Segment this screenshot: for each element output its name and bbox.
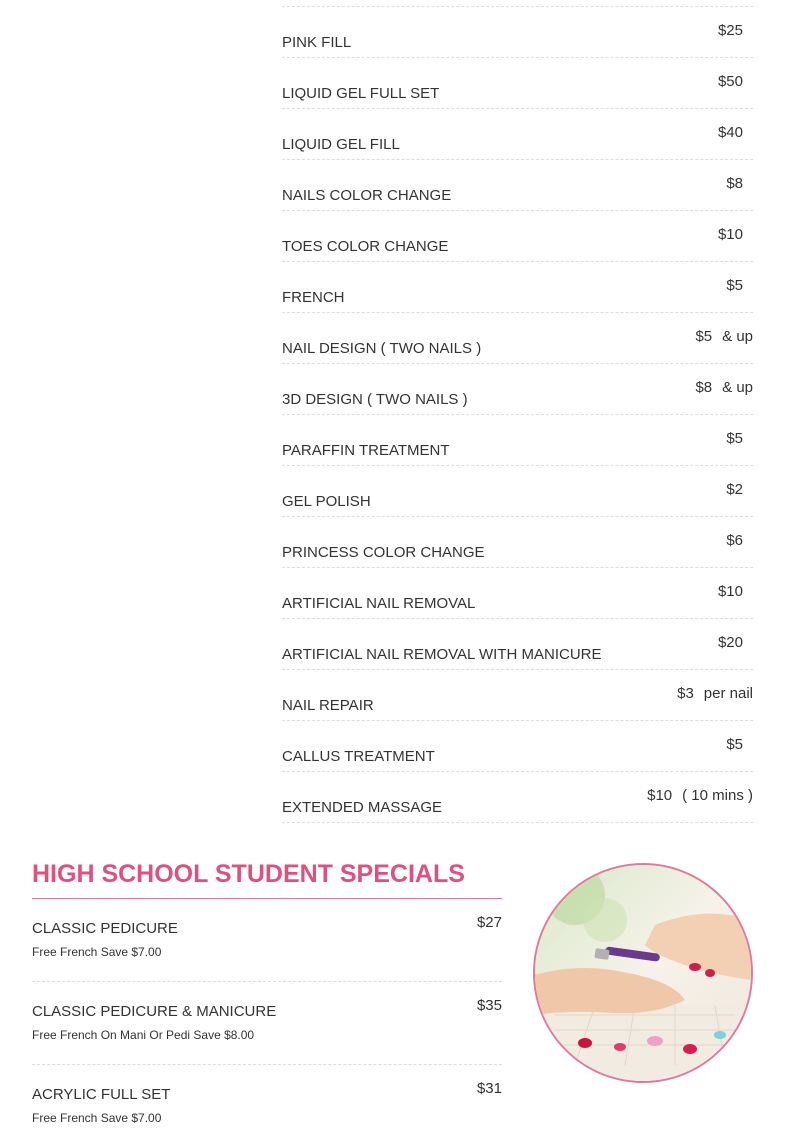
service-name: NAIL REPAIR (282, 697, 374, 714)
service-price-value: $10 (647, 787, 673, 804)
service-name: NAIL DESIGN ( TWO NAILS ) (282, 340, 482, 357)
special-name: CLASSIC PEDICURE & MANICURE (32, 1003, 277, 1020)
service-name: PRINCESS COLOR CHANGE (282, 544, 485, 561)
service-price-suffix: & up (722, 379, 753, 396)
services-price-list (282, 0, 753, 823)
specials-title: HIGH SCHOOL STUDENT SPECIALS (32, 858, 502, 899)
service-price-value: $5 (726, 277, 743, 294)
service-price (718, 583, 753, 600)
special-row (32, 982, 502, 1065)
service-name: PINK FILL (282, 34, 352, 51)
special-note: Free French On Mani Or Pedi Save $8.00 (32, 1028, 255, 1042)
service-price-value: $10 (717, 226, 743, 243)
service-price-value: $40 (717, 124, 743, 141)
service-price-value: $6 (726, 532, 743, 549)
special-price: $35 (476, 997, 502, 1014)
service-price (718, 634, 753, 651)
service-name: NAILS COLOR CHANGE (282, 187, 452, 204)
service-row (282, 58, 753, 109)
service-price-value: $3 (677, 685, 694, 702)
service-row (282, 517, 753, 568)
service-name: 3D DESIGN ( TWO NAILS ) (282, 391, 468, 408)
manicure-illustration (535, 865, 751, 1081)
special-name: ACRYLIC FULL SET (32, 1086, 171, 1103)
service-price (726, 736, 753, 753)
service-name: EXTENDED MASSAGE (282, 799, 443, 816)
service-price-value: $5 (695, 328, 713, 345)
service-row (282, 772, 753, 823)
service-name: LIQUID GEL FILL (282, 136, 400, 153)
special-note: Free French Save $7.00 (32, 1111, 162, 1125)
service-row (282, 364, 753, 415)
service-price (695, 379, 753, 396)
service-price (726, 175, 753, 192)
service-price-suffix: per nail (703, 685, 753, 702)
service-price-value: $50 (717, 73, 743, 90)
special-price: $27 (476, 914, 502, 931)
service-name: PARAFFIN TREATMENT (282, 442, 450, 459)
service-name: GEL POLISH (282, 493, 371, 510)
service-price-suffix: ( 10 mins ) (682, 787, 753, 804)
service-price (726, 430, 753, 447)
specials-list (32, 899, 502, 1147)
service-row (282, 109, 753, 160)
manicure-photo (533, 863, 753, 1083)
service-price (718, 73, 753, 90)
service-price (718, 124, 753, 141)
service-price-value: $8 (695, 379, 713, 396)
service-price (718, 226, 753, 243)
special-note: Free French Save $7.00 (32, 945, 162, 959)
service-name: TOES COLOR CHANGE (282, 238, 449, 255)
services-list (282, 7, 753, 823)
special-name: CLASSIC PEDICURE (32, 920, 178, 937)
special-row (32, 1065, 502, 1147)
service-row (282, 7, 753, 58)
service-name: FRENCH (282, 289, 345, 306)
service-row (282, 415, 753, 466)
service-row (282, 262, 753, 313)
service-price-suffix: & up (722, 328, 753, 345)
service-price-value: $2 (726, 481, 743, 498)
service-price-value: $20 (717, 634, 743, 651)
service-price-value: $25 (717, 22, 743, 39)
service-price-value: $8 (726, 175, 743, 192)
service-name: ARTIFICIAL NAIL REMOVAL WITH MANICURE (282, 646, 602, 663)
special-price: $31 (476, 1080, 502, 1097)
service-price (647, 787, 753, 804)
service-name: ARTIFICIAL NAIL REMOVAL (282, 595, 476, 612)
service-price (726, 481, 753, 498)
service-row (282, 721, 753, 772)
service-row (282, 568, 753, 619)
special-row (32, 899, 502, 982)
service-row (282, 160, 753, 211)
service-row (282, 313, 753, 364)
service-price (677, 685, 753, 702)
service-price (718, 22, 753, 39)
service-name: LIQUID GEL FULL SET (282, 85, 440, 102)
service-price (695, 328, 753, 345)
service-name: CALLUS TREATMENT (282, 748, 435, 765)
service-price-value: $5 (726, 430, 743, 447)
service-price (726, 277, 753, 294)
service-row (282, 211, 753, 262)
service-row (282, 466, 753, 517)
service-price-value: $10 (717, 583, 743, 600)
service-price (726, 532, 753, 549)
service-row (282, 619, 753, 670)
service-row (282, 670, 753, 721)
top-divider (282, 0, 753, 7)
service-price-value: $5 (726, 736, 743, 753)
specials-section (32, 858, 502, 1147)
